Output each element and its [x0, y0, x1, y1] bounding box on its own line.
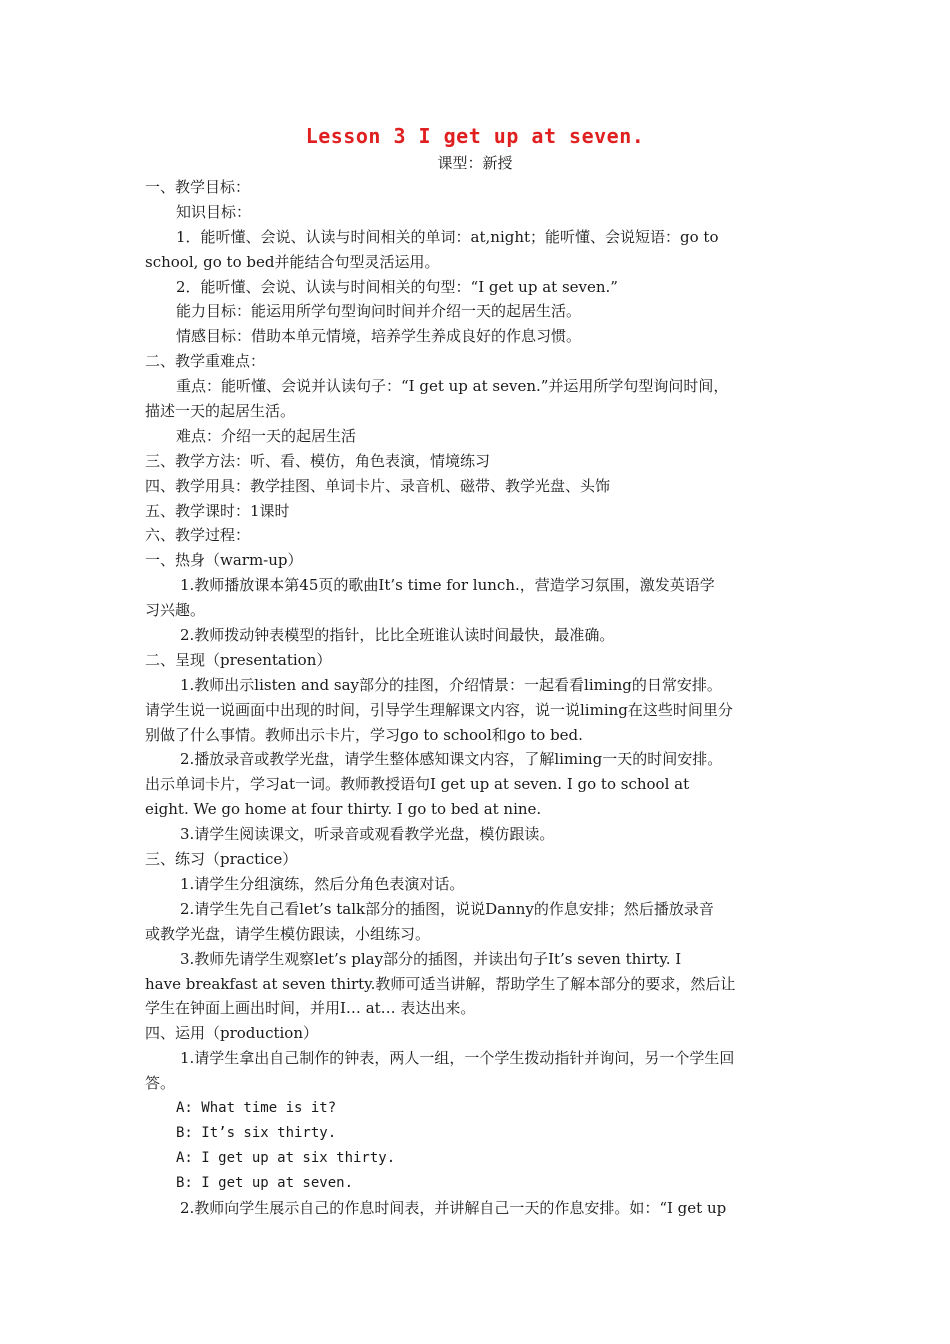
section-heading: 一、教学目标： — [145, 178, 251, 196]
paragraph-line: 1.教师播放课本第45页的歌曲It’s time for lunch.，营造学习氛围，激发英语学 — [180, 576, 715, 595]
paragraph-line: 2.教师向学生展示自己的作息时间表，并讲解自己一天的作息安排。如：“I get up — [180, 1198, 727, 1217]
paragraph-line: 别做了什么事情。教师出示卡片，学习go to school和go to bed. — [145, 725, 583, 744]
paragraph-line: 描述一天的起居生活。 — [145, 402, 296, 421]
paragraph-line: 答。 — [145, 1074, 176, 1093]
paragraph-line: 重点：能听懂、会说并认读句子：“I get up at seven.”并运用所学句型询问时间， — [176, 377, 729, 396]
section-heading: 二、呈现（presentation） — [145, 650, 332, 669]
paragraph-line: 或教学光盘，请学生模仿跟读，小组练习。 — [145, 924, 431, 943]
lesson-type: 课型：新授 — [437, 154, 513, 172]
section-heading: 四、教学用具：教学挂图、单词卡片、录音机、磁带、教学光盘、头饰 — [145, 476, 611, 495]
paragraph-line: 3.请学生阅读课文，听录音或观看教学光盘，模仿跟读。 — [180, 825, 555, 844]
paragraph-line: 难点：介绍一天的起居生活 — [176, 426, 357, 445]
paragraph-line: 2．能听懂、会说、认读与时间相关的句型：“I get up at seven.” — [176, 277, 618, 296]
dialogue-line: A: What time is it? — [176, 1099, 337, 1116]
section-heading: 六、教学过程： — [145, 526, 251, 545]
dialogue-line: B: I get up at seven. — [176, 1174, 354, 1191]
paragraph-line: 学生在钟面上画出时间，并用I… at… 表达出来。 — [145, 999, 476, 1018]
paragraph-line: 2.播放录音或教学光盘，请学生整体感知课文内容，了解liming一天的时间安排。 — [180, 750, 723, 769]
paragraph-line: 习兴趣。 — [145, 601, 206, 620]
dialogue-line: B: It’s six thirty. — [176, 1124, 337, 1141]
section-heading: 五、教学课时：1课时 — [145, 501, 290, 520]
section-heading: 四、运用（production） — [145, 1024, 318, 1043]
subheading: 知识目标： — [176, 202, 252, 221]
section-heading: 三、练习（practice） — [145, 850, 298, 869]
paragraph-line: 情感目标：借助本单元情境，培养学生养成良好的作息习惯。 — [176, 327, 582, 346]
paragraph-line: school, go to bed并能结合句型灵活运用。 — [145, 252, 440, 271]
section-heading: 一、热身（warm-up） — [145, 551, 303, 570]
dialogue-line: A: I get up at six thirty. — [176, 1149, 396, 1166]
paragraph-line: 1.请学生拿出自己制作的钟表，两人一组，一个学生拨动指针并询问，另一个学生回 — [180, 1049, 735, 1068]
paragraph-line: 3.教师先请学生观察let’s play部分的插图，并读出句子It’s seven thirty. I — [180, 949, 682, 968]
paragraph-line: 2.请学生先自己看let’s talk部分的插图，说说Danny的作息安排；然后播放录音 — [180, 899, 714, 918]
paragraph-line: 能力目标：能运用所学句型询问时间并介绍一天的起居生活。 — [176, 302, 582, 321]
paragraph-line: have breakfast at seven thirty.教师可适当讲解，帮助学生了解本部分的要求，然后让 — [145, 974, 736, 993]
section-heading: 二、教学重难点： — [145, 352, 266, 371]
section-heading: 三、教学方法：听、看、模仿，角色表演，情境练习 — [145, 451, 491, 470]
paragraph-line: 1．能听懂、会说、认读与时间相关的单词：at,night；能听懂、会说短语：go to — [176, 227, 719, 246]
paragraph-line: 1.请学生分组演练，然后分角色表演对话。 — [180, 874, 465, 893]
paragraph-line: 请学生说一说画面中出现的时间，引导学生理解课文内容，说一说liming在这些时间里分 — [145, 700, 733, 719]
paragraph-line: 1.教师出示listen and say部分的挂图，介绍情景：一起看看liming的日常安排。 — [180, 675, 722, 694]
document-body — [145, 175, 810, 1220]
paragraph-line: eight. We go home at four thirty. I go to bed at nine. — [145, 800, 542, 819]
paragraph-line: 2.教师拨动钟表模型的指针，比比全班谁认读时间最快，最准确。 — [180, 626, 615, 645]
paragraph-line: 出示单词卡片，学习at一词。教师教授语句I get up at seven. I go to school at — [145, 775, 690, 794]
lesson-title: Lesson 3 I get up at seven. — [305, 124, 645, 148]
